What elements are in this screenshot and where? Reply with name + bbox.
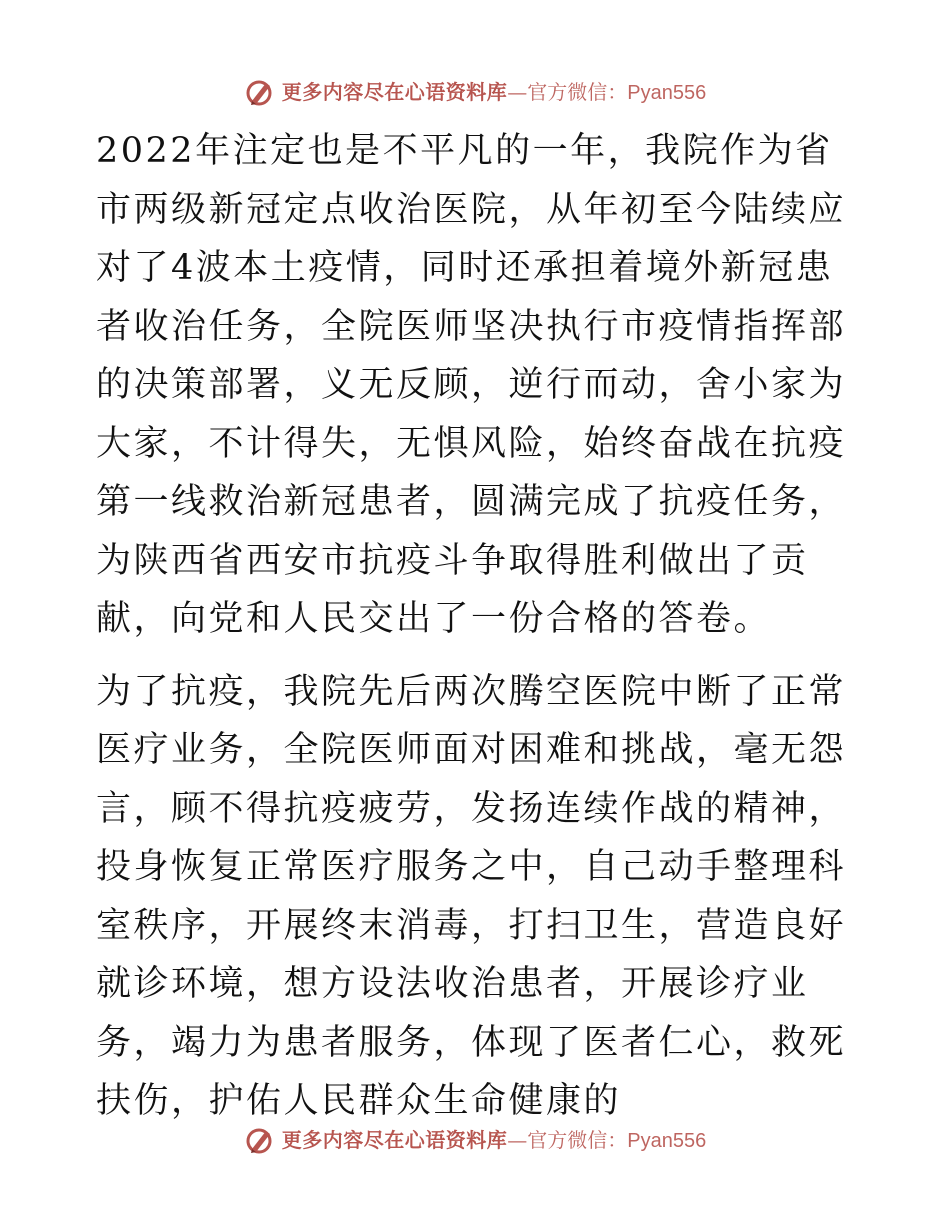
watermark-label: 官方微信： <box>527 1127 628 1152</box>
watermark-text <box>282 1120 706 1161</box>
watermark-label: 官方微信： <box>527 79 628 104</box>
pen-seal-icon <box>244 76 276 108</box>
footer-watermark <box>0 1120 950 1160</box>
document-body <box>96 122 854 1131</box>
paragraph-2: 为了抗疫，我院先后两次腾空医院中断了正常医疗业务，全院医师面对困难和挑战，毫无怨言，顾不得抗疫疲劳，发扬连续作战的精神，投身恢复正常医疗服务之中，自己动手整理科室秩序，开展终末消毒，打扫卫生，营造良好就诊环境，想方设法收治患者，开展诊疗业务，竭力为患者服务，体现了医者仁心，救死扶伤，护佑人民群众生命健康的 <box>96 671 847 1121</box>
paragraph-1: 2022年注定也是不平凡的一年，我院作为省市两级新冠定点收治医院，从年初至今陆续应对了4波本土疫情，同时还承担着境外新冠患者收治任务，全院医师坚决执行市疫情指挥部的决策部署，义无反顾，逆行而动，舍小家为大家，不计得失，无惧风险，始终奋战在抗疫第一线救治新冠患者，圆满完成了抗疫任务，为陕西省西安市抗疫斗争取得胜利做出了贡献，向党和人民交出了一份合格的答卷。 <box>96 131 847 639</box>
pen-seal-icon <box>244 1124 276 1156</box>
watermark-handle: Pyan556 <box>627 81 707 104</box>
watermark-separator: — <box>507 79 528 104</box>
watermark-text <box>282 72 706 113</box>
watermark-lead: 更多内容尽在心语资料库 <box>281 79 508 104</box>
watermark-separator: — <box>507 1127 528 1152</box>
header-watermark <box>0 72 950 112</box>
watermark-handle: Pyan556 <box>627 1129 707 1152</box>
watermark-lead: 更多内容尽在心语资料库 <box>281 1127 508 1152</box>
